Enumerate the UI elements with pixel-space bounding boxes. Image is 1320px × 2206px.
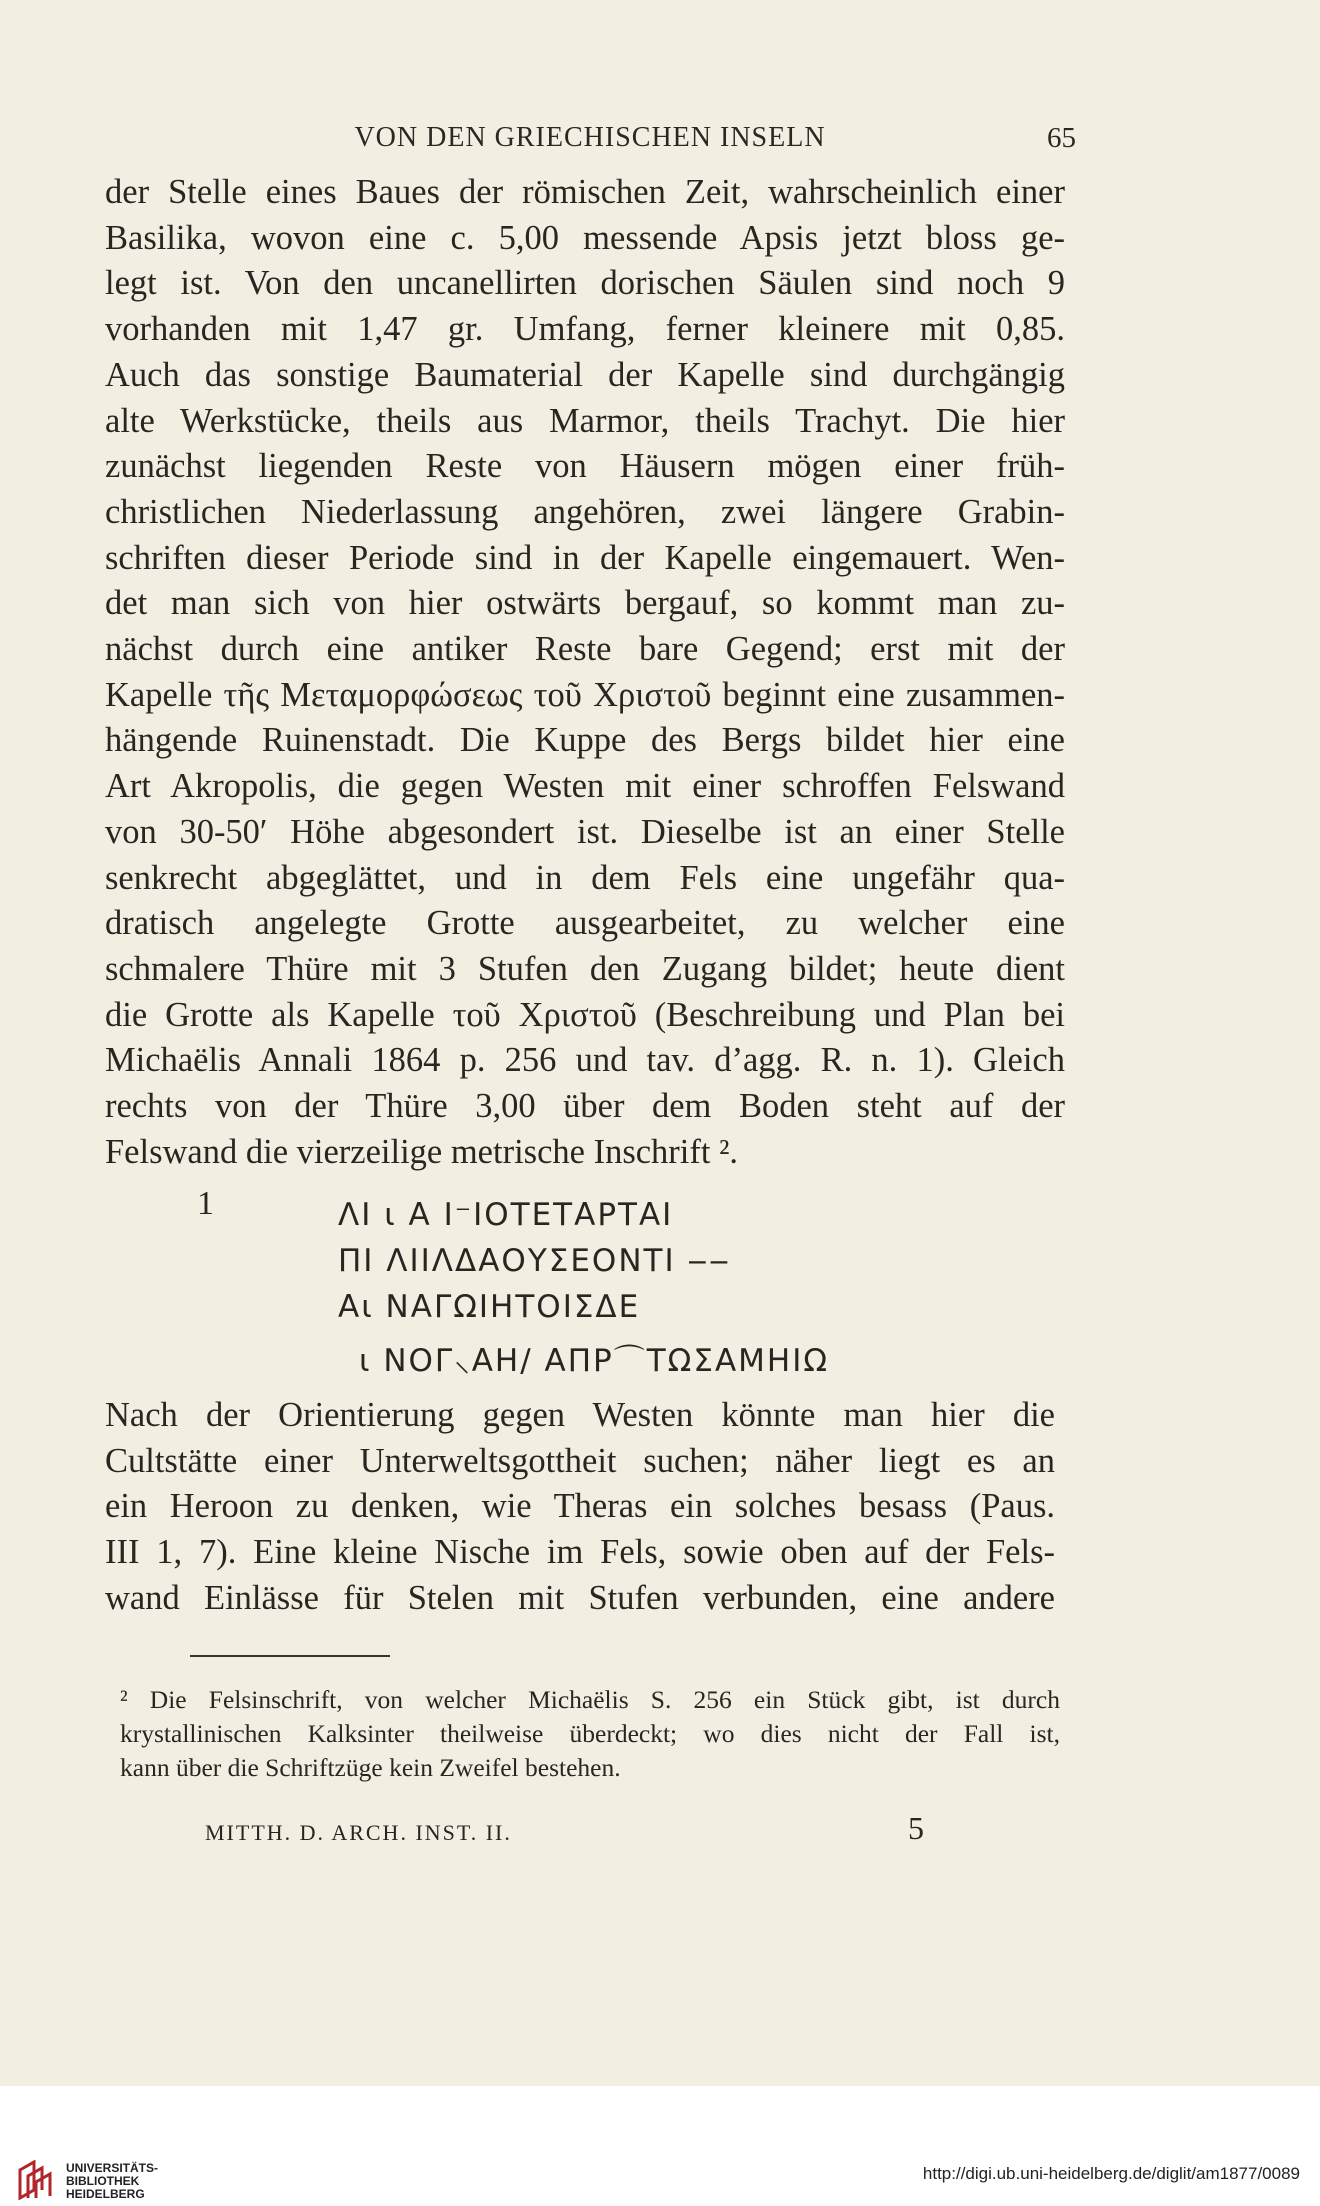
footnote-rule [190,1655,390,1657]
text-line: hängende Ruinenstadt. Die Kuppe des Bergs bildet hier eine [105,721,1065,760]
text-line: von 30-50′ Höhe abgesondert ist. Dieselbe ist an einer Stelle [105,812,1065,851]
library-name-line: BIBLIOTHEK [66,2174,140,2188]
text-line: Auch das sonstige Baumaterial der Kapelle sind durchgängig [105,355,1065,394]
footnote-line: krystallinischen Kalksinter theilweise überdeckt; wo dies nicht der Fall ist, [120,1719,1060,1748]
inscription-block [105,1185,1065,1379]
library-name-line: UNIVERSITÄTS- [66,2161,159,2175]
text-line: Kapelle τῆς Μεταμορφώσεως τοῦ Χριστοῦ beginnt eine zusammen- [105,675,1065,714]
text-line: ein Heroon zu denken, wie Theras ein solches besass (Paus. [105,1487,1055,1526]
text-line: nächst durch eine antiker Reste bare Gegend; erst mit der [105,630,1065,669]
main-paragraph [105,170,1065,1175]
signature-number: 5 [908,1810,924,1846]
footnote [120,1683,1060,1785]
library-name [66,2162,158,2201]
text-line: wand Einlässe für Stelen mit Stufen verbunden, eine andere [105,1578,1055,1617]
text-line: Cultstätte einer Unterweltsgottheit suchen; näher liegt es an [105,1441,1055,1480]
library-logo-icon [14,2160,58,2200]
text-line: Art Akropolis, die gegen Westen mit einer schroffen Felswand [105,767,1065,806]
text-line: die Grotte als Kapelle τοῦ Χριστοῦ (Beschreibung und Plan bei [105,995,1065,1034]
text-line: rechts von der Thüre 3,00 über dem Boden steht auf der [105,1087,1065,1126]
inscription-line: ΛΙ ι Α Ι⁻ΙΟΤΕΤΑΡΤΑΙ [338,1197,674,1233]
text-line: Michaëlis Annali 1864 p. 256 und tav. d’agg. R. n. 1). Gleich [105,1041,1065,1080]
page-number: 65 [1047,122,1076,154]
text-line: christlichen Niederlassung angehören, zwei längere Grabin- [105,492,1065,531]
text-line: III 1, 7). Eine kleine Nische im Fels, sowie oben auf der Fels- [105,1533,1055,1572]
text-line: Felswand die vierzeilige metrische Inschrift ². [105,1132,739,1171]
text-line: schriften dieser Periode sind in der Kapelle eingemauert. Wen- [105,538,1065,577]
text-line: senkrecht abgeglättet, und in dem Fels eine ungefähr qua- [105,858,1065,897]
text-line: alte Werkstücke, theils aus Marmor, theils Trachyt. Die hier [105,401,1065,440]
inscription-line: Αι ΝΑΓΩΙΗΤΟΙΣΔΕ [338,1289,641,1325]
inscription-line: ΠΙ ΛΙΙΛΔΑΟΥΣΕΟΝΤΙ ‒‒ [338,1243,731,1279]
signature-mark: MITTH. D. ARCH. INST. II. [205,1820,512,1845]
text-line: det man sich von hier ostwärts bergauf, so kommt man zu- [105,584,1065,623]
text-line: vorhanden mit 1,47 gr. Umfang, ferner kleinere mit 0,85. [105,310,1065,349]
footnote-line: ² Die Felsinschrift, von welcher Michaëlis S. 256 ein Stück gibt, ist durch [120,1685,1060,1714]
library-name-line: HEIDELBERG [66,2187,145,2201]
running-title: VON DEN GRIECHISCHEN INSELN [354,122,826,153]
footer-bar [0,2086,1320,2206]
second-paragraph [105,1393,1055,1622]
inscription-number: 1 [197,1185,214,1222]
page-header [100,116,1080,168]
text-line: schmalere Thüre mit 3 Stufen den Zugang bildet; heute dient [105,949,1065,988]
text-line: dratisch angelegte Grotte ausgearbeitet, zu welcher eine [105,904,1065,943]
source-url-link[interactable]: http://digi.ub.uni-heidelberg.de/diglit/am1877/0089 [922,2164,1300,2183]
text-line: zunächst liegenden Reste von Häusern mögen einer früh- [105,447,1065,486]
text-line: Basilika, wovon eine c. 5,00 messende Apsis jetzt bloss ge- [105,218,1065,257]
footnote-line: kann über die Schriftzüge kein Zweifel bestehen. [120,1753,621,1782]
inscription-line: ι ΝΟΓ⸜ΑΗ/ ΑΠΡ⌒ΤΩΣΑΜΗΙΩ [359,1343,830,1379]
text-line: der Stelle eines Baues der römischen Zeit, wahrscheinlich einer [105,173,1065,211]
text-line: legt ist. Von den uncanellirten dorischen Säulen sind noch 9 [105,264,1065,303]
text-line: Nach der Orientierung gegen Westen könnte man hier die [105,1396,1055,1434]
